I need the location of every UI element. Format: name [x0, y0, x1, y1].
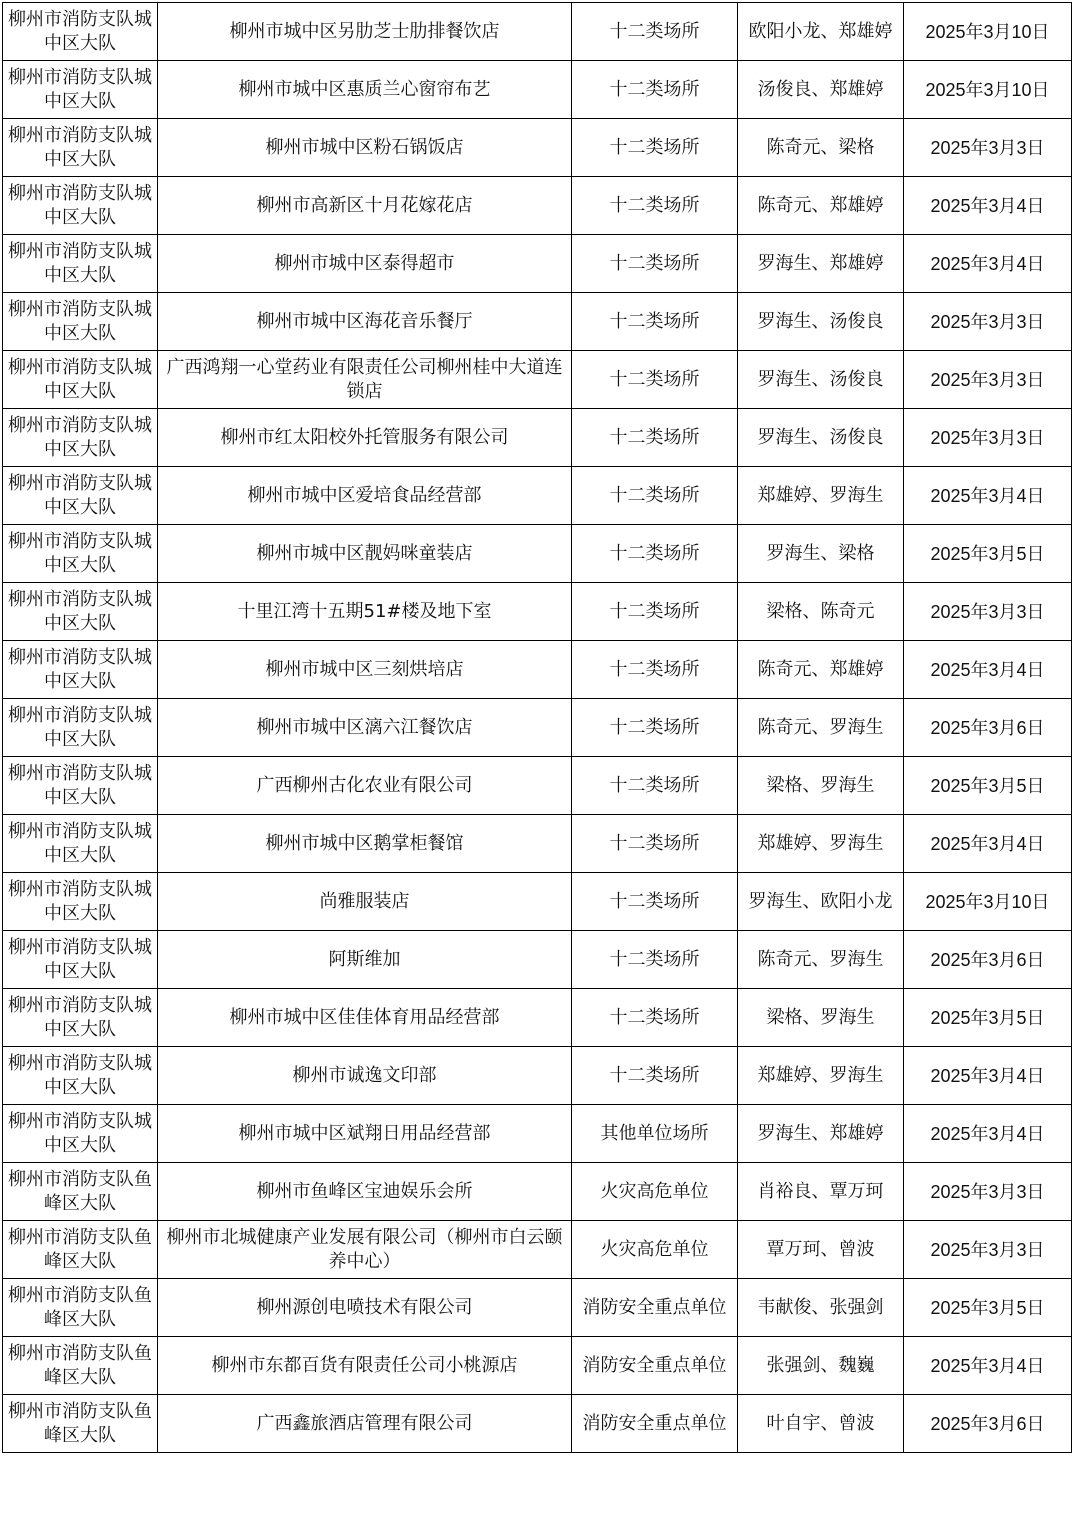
- cell-fire-brigade-unit: 柳州市消防支队城中区大队: [3, 873, 158, 931]
- cell-fire-brigade-unit: 柳州市消防支队城中区大队: [3, 989, 158, 1047]
- cell-inspectors: 罗海生、汤俊良: [738, 351, 904, 409]
- cell-inspectors: 郑雄婷、罗海生: [738, 467, 904, 525]
- cell-site-name: 柳州市城中区鹅掌柜餐馆: [158, 815, 572, 873]
- cell-site-category: 十二类场所: [572, 641, 738, 699]
- table-row: [3, 1337, 1072, 1395]
- cell-fire-brigade-unit: 柳州市消防支队鱼峰区大队: [3, 1337, 158, 1395]
- cell-fire-brigade-unit: 柳州市消防支队鱼峰区大队: [3, 1279, 158, 1337]
- table-row: [3, 351, 1072, 409]
- table-row: [3, 931, 1072, 989]
- cell-inspection-date: 2025年3月4日: [904, 1337, 1072, 1395]
- cell-inspectors: 梁格、罗海生: [738, 989, 904, 1047]
- cell-site-category: 十二类场所: [572, 467, 738, 525]
- cell-site-name: 广西鑫旅酒店管理有限公司: [158, 1395, 572, 1453]
- cell-inspectors: 罗海生、汤俊良: [738, 293, 904, 351]
- table-row: [3, 1163, 1072, 1221]
- cell-fire-brigade-unit: 柳州市消防支队城中区大队: [3, 525, 158, 583]
- cell-site-name: 尚雅服装店: [158, 873, 572, 931]
- cell-site-category: 十二类场所: [572, 293, 738, 351]
- cell-inspection-date: 2025年3月6日: [904, 931, 1072, 989]
- cell-site-category: 十二类场所: [572, 525, 738, 583]
- cell-inspectors: 梁格、陈奇元: [738, 583, 904, 641]
- cell-inspection-date: 2025年3月10日: [904, 61, 1072, 119]
- cell-inspectors: 韦献俊、张强剑: [738, 1279, 904, 1337]
- cell-fire-brigade-unit: 柳州市消防支队城中区大队: [3, 641, 158, 699]
- cell-fire-brigade-unit: 柳州市消防支队城中区大队: [3, 235, 158, 293]
- cell-fire-brigade-unit: 柳州市消防支队鱼峰区大队: [3, 1163, 158, 1221]
- cell-site-name: 柳州源创电喷技术有限公司: [158, 1279, 572, 1337]
- cell-fire-brigade-unit: 柳州市消防支队城中区大队: [3, 931, 158, 989]
- cell-fire-brigade-unit: 柳州市消防支队城中区大队: [3, 699, 158, 757]
- cell-fire-brigade-unit: 柳州市消防支队城中区大队: [3, 409, 158, 467]
- cell-inspection-date: 2025年3月4日: [904, 467, 1072, 525]
- cell-inspection-date: 2025年3月5日: [904, 525, 1072, 583]
- table-row: [3, 1047, 1072, 1105]
- cell-site-category: 十二类场所: [572, 119, 738, 177]
- cell-site-name: 柳州市城中区海花音乐餐厅: [158, 293, 572, 351]
- cell-inspectors: 肖裕良、覃万珂: [738, 1163, 904, 1221]
- cell-inspection-date: 2025年3月5日: [904, 1279, 1072, 1337]
- cell-fire-brigade-unit: 柳州市消防支队鱼峰区大队: [3, 1395, 158, 1453]
- cell-site-category: 十二类场所: [572, 757, 738, 815]
- cell-fire-brigade-unit: 柳州市消防支队城中区大队: [3, 119, 158, 177]
- cell-site-category: 十二类场所: [572, 583, 738, 641]
- cell-site-name: 柳州市城中区惠质兰心窗帘布艺: [158, 61, 572, 119]
- cell-inspectors: 覃万珂、曾波: [738, 1221, 904, 1279]
- cell-site-category: 十二类场所: [572, 61, 738, 119]
- cell-site-name: 柳州市城中区靓妈咪童装店: [158, 525, 572, 583]
- cell-inspectors: 汤俊良、郑雄婷: [738, 61, 904, 119]
- cell-inspectors: 郑雄婷、罗海生: [738, 815, 904, 873]
- cell-site-name: 广西柳州古化农业有限公司: [158, 757, 572, 815]
- table-row: [3, 815, 1072, 873]
- cell-site-name: 柳州市红太阳校外托管服务有限公司: [158, 409, 572, 467]
- cell-site-name: 柳州市诚逸文印部: [158, 1047, 572, 1105]
- cell-fire-brigade-unit: 柳州市消防支队城中区大队: [3, 177, 158, 235]
- table-row: [3, 409, 1072, 467]
- cell-fire-brigade-unit: 柳州市消防支队鱼峰区大队: [3, 1221, 158, 1279]
- cell-inspectors: 罗海生、欧阳小龙: [738, 873, 904, 931]
- table-row: [3, 525, 1072, 583]
- table-row: [3, 1279, 1072, 1337]
- cell-site-name: 柳州市鱼峰区宝迪娱乐会所: [158, 1163, 572, 1221]
- cell-site-category: 十二类场所: [572, 931, 738, 989]
- cell-site-name: 十里江湾十五期51#楼及地下室: [158, 583, 572, 641]
- cell-fire-brigade-unit: 柳州市消防支队城中区大队: [3, 757, 158, 815]
- cell-inspectors: 罗海生、汤俊良: [738, 409, 904, 467]
- table-row: [3, 467, 1072, 525]
- cell-inspection-date: 2025年3月4日: [904, 1105, 1072, 1163]
- cell-site-name: 广西鸿翔一心堂药业有限责任公司柳州桂中大道连锁店: [158, 351, 572, 409]
- table-row: [3, 293, 1072, 351]
- table-row: [3, 989, 1072, 1047]
- cell-site-category: 十二类场所: [572, 409, 738, 467]
- cell-site-name: 柳州市城中区爱培食品经营部: [158, 467, 572, 525]
- cell-inspectors: 郑雄婷、罗海生: [738, 1047, 904, 1105]
- cell-site-category: 火灾高危单位: [572, 1221, 738, 1279]
- cell-inspection-date: 2025年3月10日: [904, 3, 1072, 61]
- cell-inspection-date: 2025年3月6日: [904, 1395, 1072, 1453]
- cell-inspection-date: 2025年3月3日: [904, 293, 1072, 351]
- cell-site-category: 十二类场所: [572, 177, 738, 235]
- cell-site-category: 其他单位场所: [572, 1105, 738, 1163]
- cell-inspectors: 陈奇元、罗海生: [738, 699, 904, 757]
- cell-site-name: 柳州市高新区十月花嫁花店: [158, 177, 572, 235]
- cell-inspectors: 叶自宇、曾波: [738, 1395, 904, 1453]
- cell-site-name: 柳州市城中区三刻烘培店: [158, 641, 572, 699]
- cell-site-name: 柳州市城中区泰得超市: [158, 235, 572, 293]
- cell-site-category: 十二类场所: [572, 815, 738, 873]
- cell-inspectors: 罗海生、郑雄婷: [738, 1105, 904, 1163]
- cell-inspection-date: 2025年3月3日: [904, 119, 1072, 177]
- cell-fire-brigade-unit: 柳州市消防支队城中区大队: [3, 351, 158, 409]
- cell-site-name: 柳州市城中区另肋芝士肋排餐饮店: [158, 3, 572, 61]
- table-row: [3, 3, 1072, 61]
- cell-inspectors: 张强剑、魏巍: [738, 1337, 904, 1395]
- cell-inspection-date: 2025年3月3日: [904, 409, 1072, 467]
- cell-inspection-date: 2025年3月4日: [904, 235, 1072, 293]
- cell-fire-brigade-unit: 柳州市消防支队城中区大队: [3, 61, 158, 119]
- table-row: [3, 699, 1072, 757]
- cell-site-category: 十二类场所: [572, 699, 738, 757]
- cell-inspection-date: 2025年3月6日: [904, 699, 1072, 757]
- inspection-table: [2, 2, 1072, 1453]
- cell-site-category: 火灾高危单位: [572, 1163, 738, 1221]
- cell-inspection-date: 2025年3月5日: [904, 757, 1072, 815]
- table-row: [3, 61, 1072, 119]
- cell-site-name: 阿斯维加: [158, 931, 572, 989]
- cell-site-category: 十二类场所: [572, 989, 738, 1047]
- cell-inspectors: 陈奇元、郑雄婷: [738, 641, 904, 699]
- table-row: [3, 235, 1072, 293]
- cell-site-category: 消防安全重点单位: [572, 1395, 738, 1453]
- cell-fire-brigade-unit: 柳州市消防支队城中区大队: [3, 815, 158, 873]
- cell-site-category: 十二类场所: [572, 351, 738, 409]
- cell-fire-brigade-unit: 柳州市消防支队城中区大队: [3, 3, 158, 61]
- cell-inspection-date: 2025年3月3日: [904, 1221, 1072, 1279]
- table-row: [3, 1221, 1072, 1279]
- inspection-table-body: [3, 3, 1072, 1453]
- cell-inspectors: 罗海生、梁格: [738, 525, 904, 583]
- cell-inspectors: 陈奇元、郑雄婷: [738, 177, 904, 235]
- cell-site-name: 柳州市东都百货有限责任公司小桃源店: [158, 1337, 572, 1395]
- cell-site-name: 柳州市城中区粉石锅饭店: [158, 119, 572, 177]
- table-row: [3, 119, 1072, 177]
- cell-inspection-date: 2025年3月3日: [904, 1163, 1072, 1221]
- cell-fire-brigade-unit: 柳州市消防支队城中区大队: [3, 293, 158, 351]
- cell-inspectors: 梁格、罗海生: [738, 757, 904, 815]
- cell-site-name: 柳州市北城健康产业发展有限公司（柳州市白云颐养中心）: [158, 1221, 572, 1279]
- cell-site-category: 消防安全重点单位: [572, 1279, 738, 1337]
- cell-inspection-date: 2025年3月3日: [904, 583, 1072, 641]
- cell-inspection-date: 2025年3月3日: [904, 351, 1072, 409]
- cell-site-category: 十二类场所: [572, 3, 738, 61]
- table-row: [3, 1105, 1072, 1163]
- cell-inspection-date: 2025年3月10日: [904, 873, 1072, 931]
- cell-site-name: 柳州市城中区斌翔日用品经营部: [158, 1105, 572, 1163]
- cell-site-category: 十二类场所: [572, 1047, 738, 1105]
- cell-site-name: 柳州市城中区漓六江餐饮店: [158, 699, 572, 757]
- cell-inspectors: 陈奇元、梁格: [738, 119, 904, 177]
- cell-inspectors: 陈奇元、罗海生: [738, 931, 904, 989]
- cell-fire-brigade-unit: 柳州市消防支队城中区大队: [3, 1105, 158, 1163]
- table-row: [3, 641, 1072, 699]
- cell-site-name: 柳州市城中区佳佳体育用品经营部: [158, 989, 572, 1047]
- cell-inspection-date: 2025年3月4日: [904, 815, 1072, 873]
- cell-site-category: 十二类场所: [572, 873, 738, 931]
- cell-inspection-date: 2025年3月4日: [904, 177, 1072, 235]
- table-row: [3, 177, 1072, 235]
- cell-inspection-date: 2025年3月4日: [904, 641, 1072, 699]
- cell-fire-brigade-unit: 柳州市消防支队城中区大队: [3, 583, 158, 641]
- cell-site-category: 十二类场所: [572, 235, 738, 293]
- cell-site-category: 消防安全重点单位: [572, 1337, 738, 1395]
- cell-inspection-date: 2025年3月4日: [904, 1047, 1072, 1105]
- table-row: [3, 757, 1072, 815]
- table-row: [3, 1395, 1072, 1453]
- table-row: [3, 583, 1072, 641]
- cell-inspection-date: 2025年3月5日: [904, 989, 1072, 1047]
- cell-inspectors: 罗海生、郑雄婷: [738, 235, 904, 293]
- table-row: [3, 873, 1072, 931]
- cell-fire-brigade-unit: 柳州市消防支队城中区大队: [3, 467, 158, 525]
- cell-inspectors: 欧阳小龙、郑雄婷: [738, 3, 904, 61]
- cell-fire-brigade-unit: 柳州市消防支队城中区大队: [3, 1047, 158, 1105]
